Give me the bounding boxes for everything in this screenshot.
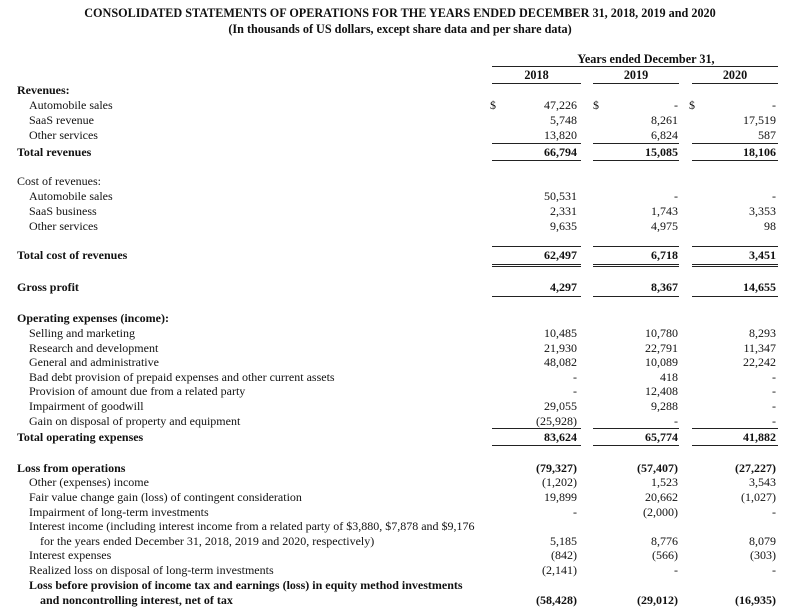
value-cell-2019: 10,089: [645, 355, 678, 369]
row-label: General and administrative: [29, 355, 159, 369]
row-label: Bad debt provision of prepaid expenses and other current assets: [29, 370, 335, 384]
table-row: [0, 219, 800, 234]
statement-title: CONSOLIDATED STATEMENTS OF OPERATIONS FOR THE YEARS ENDED DECEMBER 31, 2018, 2019 and 2020: [84, 6, 716, 20]
row-label: Provision of amount due from a related party: [29, 384, 246, 398]
table-row: [0, 399, 800, 414]
currency-symbol: $: [593, 98, 599, 112]
table-row: [0, 593, 800, 608]
row-label: Other (expenses) income: [29, 475, 149, 489]
value-cell-2020: (1,027): [741, 490, 776, 504]
value-cell-2019: 20,662: [645, 490, 678, 504]
total-double-rule: [692, 266, 778, 267]
value-cell-2018: (58,428): [536, 593, 577, 607]
row-label: Revenues:: [17, 83, 70, 97]
total-rule: [692, 296, 778, 297]
row-label: Cost of revenues:: [17, 174, 101, 188]
value-cell-2020: -: [772, 384, 776, 398]
value-cell-2020: -: [772, 370, 776, 384]
table-row: [0, 461, 800, 476]
value-cell-2018: 66,794: [544, 145, 577, 159]
value-cell-2018: (1,202): [542, 475, 577, 489]
value-cell-2020: 8,293: [749, 326, 776, 340]
table-row: [0, 174, 800, 189]
value-cell-2019: 65,774: [645, 430, 678, 444]
value-cell-2018: (25,928): [536, 414, 577, 428]
value-cell-2020: -: [772, 399, 776, 413]
subtotal-rule: [593, 428, 679, 429]
value-cell-2020: 18,106: [743, 145, 776, 159]
table-row: [0, 113, 800, 128]
total-rule: [492, 160, 581, 161]
value-cell-2019: 1,523: [651, 475, 678, 489]
value-cell-2019: 10,780: [645, 326, 678, 340]
row-label: Realized loss on disposal of long-term investments: [29, 563, 274, 577]
value-cell-2020: 14,655: [743, 280, 776, 294]
table-row: [0, 326, 800, 341]
subtotal-rule: [492, 246, 581, 247]
value-cell-2020: 3,451: [749, 248, 776, 262]
row-label: Interest expenses: [29, 548, 112, 562]
value-cell-2019: (29,012): [637, 593, 678, 607]
row-label: Impairment of long-term investments: [29, 505, 209, 519]
row-label: Selling and marketing: [29, 326, 135, 340]
subtotal-rule: [593, 143, 679, 144]
table-row: [0, 384, 800, 399]
value-cell-2019: 8,776: [651, 534, 678, 548]
value-cell-2019: -: [674, 98, 678, 112]
row-label: Impairment of goodwill: [29, 399, 144, 413]
value-cell-2018: 47,226: [544, 98, 577, 112]
value-cell-2019: 9,288: [651, 399, 678, 413]
subtotal-rule: [492, 143, 581, 144]
table-row: [0, 505, 800, 520]
value-cell-2018: 2,331: [550, 204, 577, 218]
period-heading: Years ended December 31,: [577, 52, 715, 66]
table-row: [0, 189, 800, 204]
year-2019-header: 2019: [623, 68, 649, 82]
total-rule: [692, 445, 778, 446]
value-cell-2018: -: [573, 384, 577, 398]
value-cell-2020: -: [772, 563, 776, 577]
row-label: Gross profit: [17, 280, 79, 294]
table-row: [0, 490, 800, 505]
value-cell-2019: -: [674, 414, 678, 428]
table-row: [0, 83, 800, 98]
value-cell-2020: (27,227): [735, 461, 776, 475]
value-cell-2019: 4,975: [651, 219, 678, 233]
value-cell-2018: (842): [551, 548, 577, 562]
value-cell-2019: 8,367: [651, 280, 678, 294]
value-cell-2018: (2,141): [542, 563, 577, 577]
total-rule: [593, 296, 679, 297]
value-cell-2019: 6,718: [651, 248, 678, 262]
value-cell-2020: (16,935): [735, 593, 776, 607]
row-label: Other services: [29, 128, 98, 142]
value-cell-2020: -: [772, 189, 776, 203]
row-label: SaaS business: [29, 204, 97, 218]
total-rule: [692, 160, 778, 161]
value-cell-2018: 29,055: [544, 399, 577, 413]
value-cell-2020: -: [772, 98, 776, 112]
year-2018-header: 2018: [524, 68, 549, 82]
value-cell-2019: 8,261: [651, 113, 678, 127]
table-row: [0, 548, 800, 563]
table-row: [0, 248, 800, 263]
table-row: [0, 280, 800, 295]
value-cell-2018: 62,497: [544, 248, 577, 262]
year-2020-header: 2020: [722, 68, 748, 82]
subtotal-rule: [692, 246, 778, 247]
value-cell-2018: 19,899: [544, 490, 577, 504]
value-cell-2018: 9,635: [550, 219, 577, 233]
row-label: Automobile sales: [29, 98, 113, 112]
value-cell-2018: 13,820: [544, 128, 577, 142]
value-cell-2020: 41,882: [743, 430, 776, 444]
table-row: [0, 563, 800, 578]
value-cell-2019: 15,085: [645, 145, 678, 159]
subtotal-rule: [692, 143, 778, 144]
total-double-rule: [492, 266, 581, 267]
table-row: [0, 578, 800, 593]
value-cell-2018: -: [573, 505, 577, 519]
row-label: Fair value change gain (loss) of contingent consideration: [29, 490, 302, 504]
subtotal-rule: [492, 428, 581, 429]
total-rule: [492, 445, 581, 446]
row-label: Research and development: [29, 341, 159, 355]
table-row: [0, 534, 800, 549]
subtotal-rule: [593, 246, 679, 247]
table-row: [0, 430, 800, 445]
table-row: [0, 370, 800, 385]
value-cell-2020: 3,353: [749, 204, 776, 218]
table-row: [0, 204, 800, 219]
value-cell-2018: (79,327): [536, 461, 577, 475]
value-cell-2020: 17,519: [743, 113, 776, 127]
value-cell-2019: 418: [660, 370, 678, 384]
row-label: Automobile sales: [29, 189, 113, 203]
total-rule: [593, 264, 679, 265]
row-label: SaaS revenue: [29, 113, 94, 127]
total-rule: [593, 160, 679, 161]
value-cell-2020: -: [772, 505, 776, 519]
row-label: Other services: [29, 219, 98, 233]
value-cell-2020: (303): [750, 548, 776, 562]
total-double-rule: [593, 266, 679, 267]
table-row: [0, 414, 800, 429]
total-rule: [593, 445, 679, 446]
value-cell-2020: 587: [758, 128, 776, 142]
value-cell-2020: -: [772, 414, 776, 428]
value-cell-2018: -: [573, 370, 577, 384]
value-cell-2019: 1,743: [651, 204, 678, 218]
row-label: Operating expenses (income):: [17, 311, 169, 325]
table-row: [0, 98, 800, 113]
value-cell-2018: 50,531: [544, 189, 577, 203]
value-cell-2019: 22,791: [645, 341, 678, 355]
value-cell-2018: 5,185: [550, 534, 577, 548]
row-label: Loss from operations: [17, 461, 126, 475]
value-cell-2020: 8,079: [749, 534, 776, 548]
value-cell-2019: (566): [652, 548, 678, 562]
row-label: Gain on disposal of property and equipment: [29, 414, 241, 428]
period-heading-rule: [492, 66, 778, 67]
row-label: Total operating expenses: [17, 430, 144, 444]
currency-symbol: $: [490, 98, 496, 112]
value-cell-2019: (2,000): [643, 505, 678, 519]
row-label: Loss before provision of income tax and earnings (loss) in equity method investments: [29, 578, 463, 592]
row-label: for the years ended December 31, 2018, 2019 and 2020, respectively): [40, 534, 375, 548]
row-label: Total revenues: [17, 145, 92, 159]
table-row: [0, 475, 800, 490]
statement-subtitle: (In thousands of US dollars, except share data and per share data): [228, 22, 572, 36]
total-rule: [492, 296, 581, 297]
row-label: Total cost of revenues: [17, 248, 128, 262]
table-row: [0, 311, 800, 326]
total-rule: [692, 264, 778, 265]
currency-symbol: $: [689, 98, 695, 112]
row-label: and noncontrolling interest, net of tax: [40, 593, 233, 607]
value-cell-2019: 6,824: [651, 128, 678, 142]
value-cell-2018: 10,485: [544, 326, 577, 340]
value-cell-2018: 4,297: [550, 280, 577, 294]
value-cell-2020: 3,543: [749, 475, 776, 489]
table-row: [0, 355, 800, 370]
table-row: [0, 519, 800, 534]
row-label: Interest income (including interest income from a related party of $3,880, $7,878 and $9,176: [29, 519, 475, 533]
value-cell-2018: 21,930: [544, 341, 577, 355]
value-cell-2019: 12,408: [645, 384, 678, 398]
table-row: [0, 341, 800, 356]
table-row: [0, 128, 800, 143]
table-row: [0, 145, 800, 160]
value-cell-2020: 98: [764, 219, 776, 233]
value-cell-2019: (57,407): [637, 461, 678, 475]
total-rule: [492, 264, 581, 265]
value-cell-2020: 11,347: [743, 341, 776, 355]
value-cell-2019: -: [674, 563, 678, 577]
value-cell-2019: -: [674, 189, 678, 203]
subtotal-rule: [692, 428, 778, 429]
value-cell-2020: 22,242: [743, 355, 776, 369]
value-cell-2018: 5,748: [550, 113, 577, 127]
value-cell-2018: 83,624: [544, 430, 577, 444]
value-cell-2018: 48,082: [544, 355, 577, 369]
